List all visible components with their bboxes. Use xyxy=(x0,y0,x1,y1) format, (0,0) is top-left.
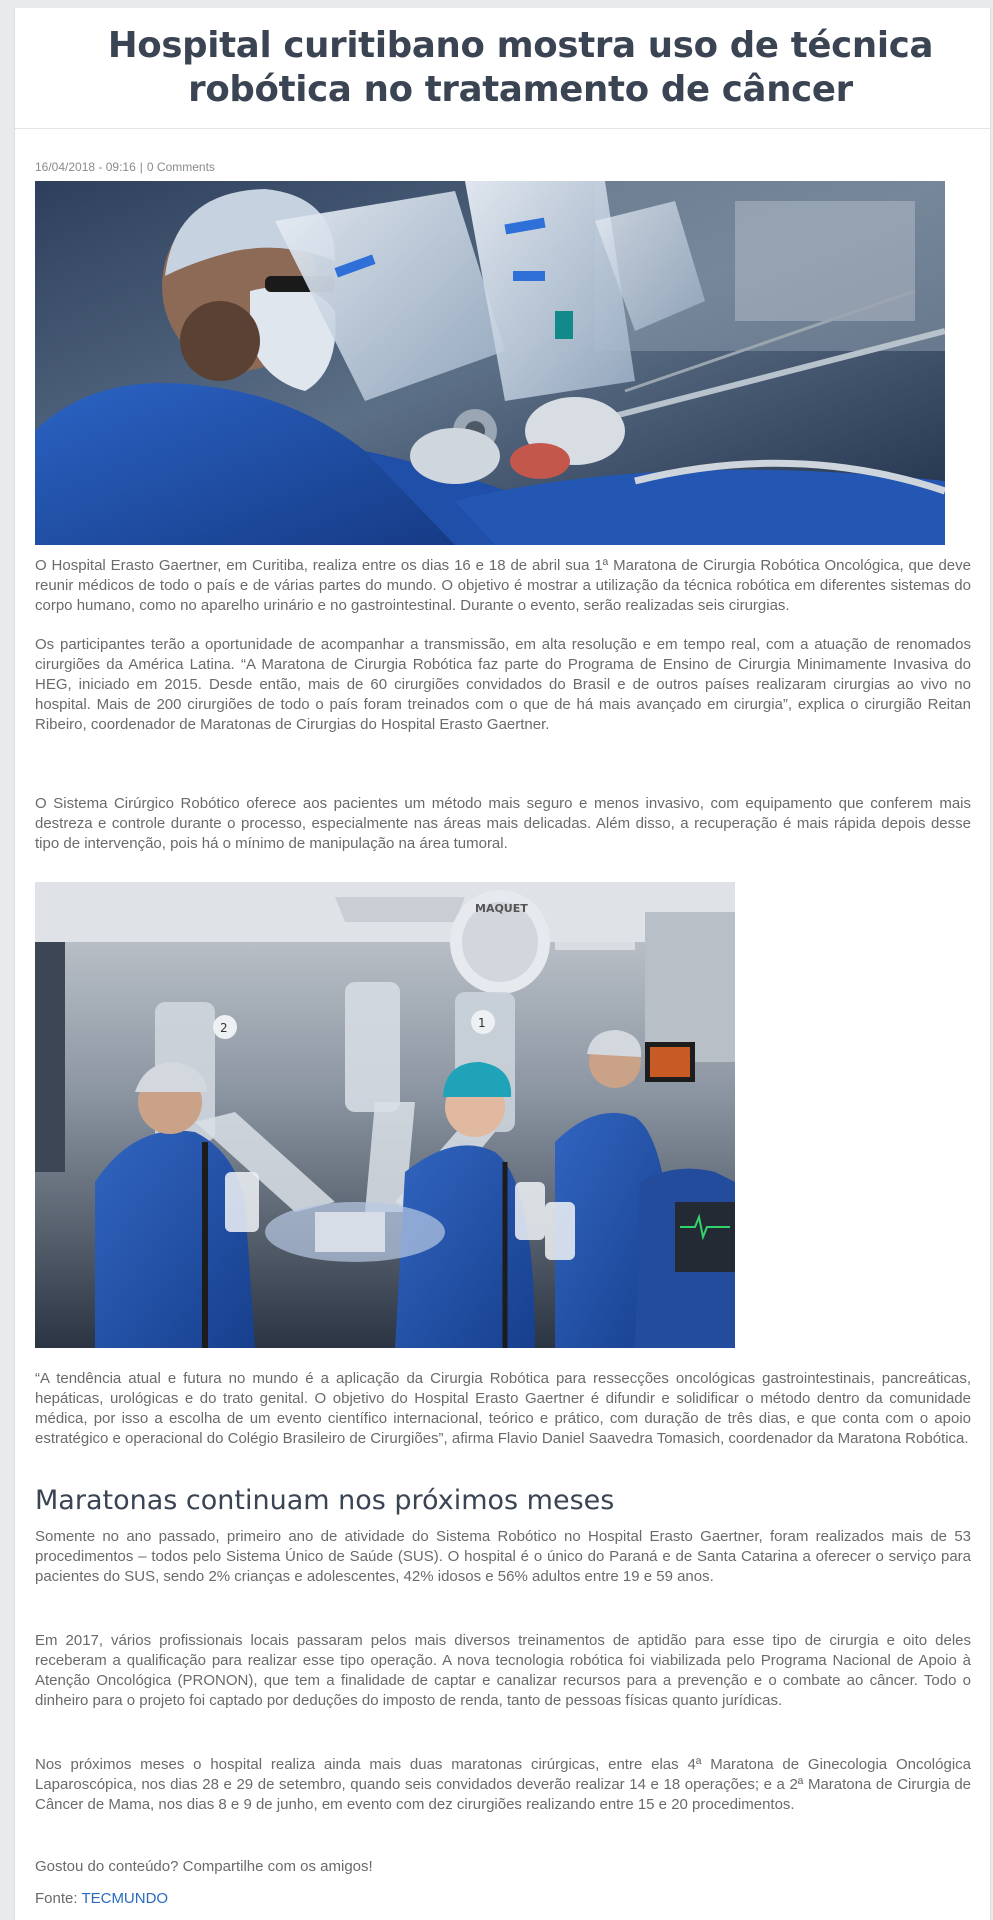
section-heading: Maratonas continuam nos próximos meses xyxy=(35,1485,615,1516)
operating-room-illustration xyxy=(35,882,735,1348)
source-label: Fonte: xyxy=(35,1890,78,1907)
article-meta xyxy=(35,160,971,174)
article-page xyxy=(14,8,991,1920)
surgeon-robot-photo xyxy=(35,181,945,545)
arm-number-2: 2 xyxy=(220,1021,228,1035)
paragraph-2: Os participantes terão a oportunidade de acompanhar a transmissão, em alta resolução e em tempo real, com a atuação de renomados cirurgiões da América Latina. “A Maratona de Cirurgia Robótica faz parte do Programa de Ensino de Cirurgia Minimamente Invasiva do HEG, iniciado em 2015. Desde então, mais de 60 cirurgiões convidados do Brasil e de outros países realizaram cirurgias ao vivo no hospital. Mais de 200 cirurgiões de todo o país foram treinados com o que de há mais avançado em cirurgia”, explica o cirurgião Reitan Ribeiro, coordenador de Maratonas de Cirurgias do Hospital Erasto Gaertner. xyxy=(35,636,971,733)
surgeon-robot-illustration xyxy=(35,181,945,545)
article-date: 16/04/2018 - 09:16 xyxy=(35,160,136,174)
source-line xyxy=(35,1889,971,1909)
meta-separator: | xyxy=(139,160,143,174)
paragraph-1: O Hospital Erasto Gaertner, em Curitiba, realiza entre os dias 16 e 18 de abril sua 1ª Maratona de Cirurgia Robótica Oncológica, que deve reunir médicos de todo o país e de várias partes do mundo. O objetivo é mostrar a utilização da técnica robótica em diferentes sistemas do corpo humano, como no aparelho urinário e no gastrointestinal. Durante o evento, serão realizadas seis cirurgias. xyxy=(35,557,971,614)
arm-number-1: 1 xyxy=(478,1016,486,1030)
share-prompt: Gostou do conteúdo? Compartilhe com os amigos! xyxy=(35,1858,373,1875)
comments-link[interactable]: 0 Comments xyxy=(146,160,215,174)
lamp-brand-text: MAQUET xyxy=(475,902,528,915)
paragraph-4-quote: “A tendência atual e futura no mundo é a aplicação da Cirurgia Robótica para ressecções oncológicas gastrointestinais, pancreáticas, hepáticas, urológicas e do trato genital. O objetivo do Hospital Erasto Gaertner é difundir e solidificar o método dentro da comunidade médica, por isso a escolha de um evento científico internacional, teórico e prático, com duração de três dias, e que conta com o apoio estratégico e operacional do Colégio Brasileiro de Cirurgiões”, afirma Flavio Daniel Saavedra Tomasich, coordenador da Maratona Robótica. xyxy=(35,1370,971,1447)
paragraph-3: O Sistema Cirúrgico Robótico oferece aos pacientes um método mais seguro e menos invasivo, com equipamento que conferem mais destreza e controle durante o processo, especialmente nas áreas mais delicadas. Além disso, a recuperação é mais rápida depois desse tipo de intervenção, pois há o mínimo de manipulação na área tumoral. xyxy=(35,795,971,852)
paragraph-6: Em 2017, vários profissionais locais passaram pelos mais diversos treinamentos de aptidão para esse tipo de cirurgia e oito deles receberam a qualificação para realizar esse tipo operação. A nova tecnologia robótica foi viabilizada pelo Programa Nacional de Apoio à Atenção Oncológica (PRONON), que tem a finalidade de captar e canalizar recursos para a prevenção e o combate ao câncer. Todo o dinheiro para o projeto foi captado por deduções do imposto de renda, tanto de pessoas físicas quanto jurídicas. xyxy=(35,1632,971,1709)
paragraph-5: Somente no ano passado, primeiro ano de atividade do Sistema Robótico no Hospital Erasto Gaertner, foram realizados mais de 53 procedimentos – todos pelo Sistema Único de Saúde (SUS). O hospital é o único do Paraná e de Santa Catarina a oferecer o serviço para pacientes do SUS, sendo 2% crianças e adolescentes, 42% idosos e 56% adultos entre 19 e 59 anos. xyxy=(35,1528,971,1585)
article-content xyxy=(35,129,971,1907)
paragraph-7: Nos próximos meses o hospital realiza ainda mais duas maratonas cirúrgicas, entre elas 4ª Maratona de Ginecologia Oncológica Laparoscópica, nos dias 28 e 29 de setembro, quando seis convidados deverão realizar 14 e 18 operações; e a 2ª Maratona de Cirurgia de Câncer de Mama, nos dias 8 e 9 de junho, em evento com dez cirurgiões realizando entre 15 e 20 procedimentos. xyxy=(35,1756,971,1813)
article-title: Hospital curitibano mostra uso de técnica robótica no tratamento de câncer xyxy=(107,25,934,110)
source-link[interactable]: TECMUNDO xyxy=(81,1890,169,1907)
operating-room-photo xyxy=(35,882,735,1348)
article-header xyxy=(15,8,990,129)
